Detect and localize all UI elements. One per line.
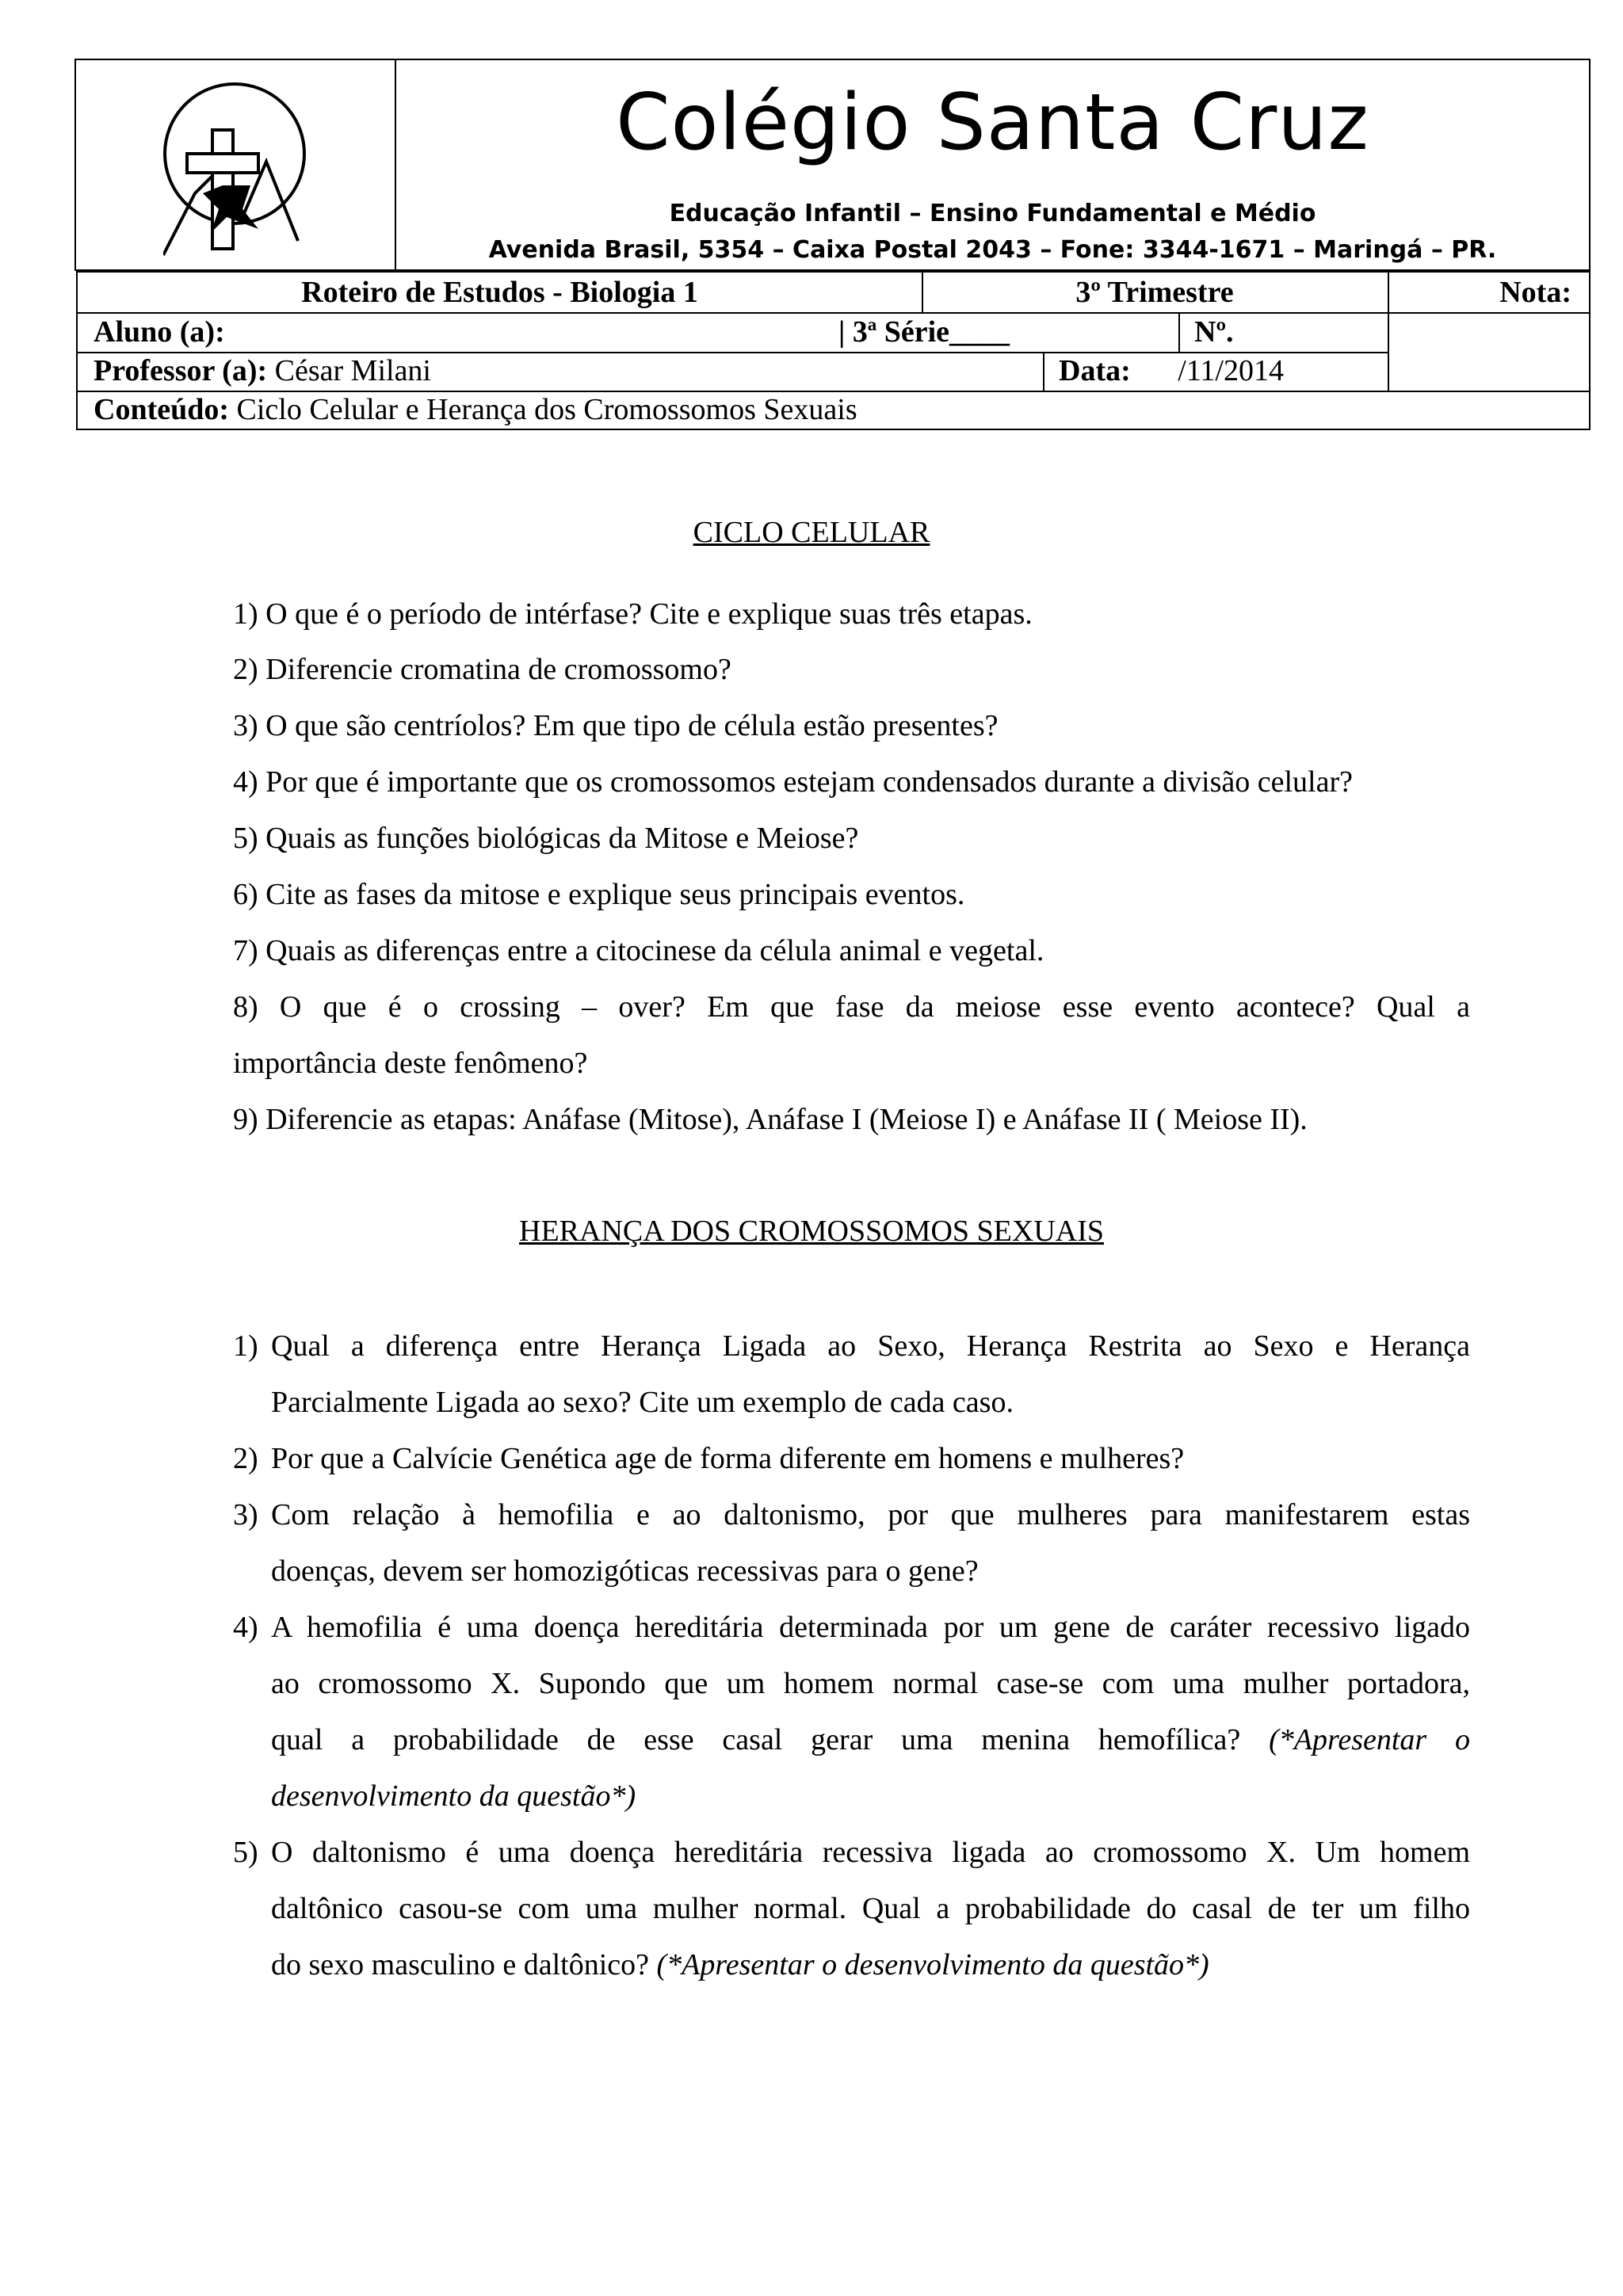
question-2-5-line-3-italic: (*Apresentar o desenvolvimento da questão*) [656,1948,1209,1981]
question-1-3: 3) O que são centríolos? Em que tipo de célula estão presentes? [233,709,999,742]
teacher-label: Professor (a): [94,354,268,387]
question-2-3-line-2: doenças, devem ser homozigóticas recessivas para o gene? [271,1554,979,1588]
question-2-4-line-3-text: qual a probabilidade de esse casal gerar uma menina hemofílica? [271,1723,1241,1756]
question-1-1: 1) O que é o período de intérfase? Cite e explique suas três etapas. [233,597,1033,631]
series-label: | 3ª Série____ [838,315,1010,349]
date-value: /11/2014 [1178,354,1284,387]
question-2-4-line-3-italic: (*Apresentar o [1269,1723,1470,1756]
cross-and-mountain-logo [163,74,306,257]
school-header [74,59,1591,271]
school-address: Avenida Brasil, 5354 – Caixa Postal 2043 – Fone: 3344-1671 – Maringá – PR. [488,236,1497,264]
question-2-3-number: 3) [233,1498,258,1531]
question-2-5-number: 5) [233,1836,258,1869]
question-2-4-line-4: desenvolvimento da questão*) [271,1779,636,1813]
question-2-4-line-3 [271,1722,1470,1758]
question-2-4-line-2: ao cromossomo X. Supondo que um homem normal case-se com uma mulher portadora, [271,1667,1470,1700]
question-2-4-line-1: A hemofilia é uma doença hereditária determinada por um gene de caráter recessivo ligado [271,1611,1470,1644]
question-1-5: 5) Quais as funções biológicas da Mitose e Meiose? [233,822,859,855]
question-2-5-line-3 [271,1947,1209,1983]
grade-label: Nota: [1499,276,1571,309]
logo-cell [76,60,396,269]
question-2-3-line-1: Com relação à hemofilia e ao daltonismo, por que mulheres para manifestarem estas [271,1498,1470,1531]
question-1-4: 4) Por que é importante que os cromossomos estejam condensados durante a divisão celular? [233,765,1353,799]
question-2-5-line-1: O daltonismo é uma doença hereditária recessiva ligada ao cromossomo X. Um homem [271,1836,1470,1869]
section-title-heranca: HERANÇA DOS CROMOSSOMOS SEXUAIS [519,1215,1104,1248]
school-subtitle: Educação Infantil – Ensino Fundamental e Médio [669,200,1316,227]
question-1-2: 2) Diferencie cromatina de cromossomo? [233,653,731,686]
trimester-label: 3º Trimestre [1075,276,1234,309]
content-label: Conteúdo: [94,393,230,426]
teacher-name: César Milani [267,354,431,387]
number-label: Nº. [1194,315,1234,349]
school-name: Colégio Santa Cruz [616,78,1369,168]
question-2-2-line-1: Por que a Calvície Genética age de forma diferente em homens e mulheres? [271,1442,1185,1475]
question-2-1-line-1: Qual a diferença entre Herança Ligada ao Sexo, Herança Restrita ao Sexo e Herança [271,1329,1470,1363]
question-2-1-number: 1) [233,1329,258,1363]
info-table [76,271,1591,430]
question-2-4-number: 4) [233,1611,258,1644]
question-2-5-line-3-text: do sexo masculino e daltônico? [271,1948,649,1981]
question-1-6: 6) Cite as fases da mitose e explique seus principais eventos. [233,878,965,911]
question-1-7: 7) Quais as diferenças entre a citocinese da célula animal e vegetal. [233,934,1044,967]
date-label: Data: [1059,354,1131,387]
study-guide-title: Roteiro de Estudos - Biologia 1 [301,276,698,309]
content-value: Ciclo Celular e Herança dos Cromossomos Sexuais [229,393,857,426]
question-2-5-line-2: daltônico casou-se com uma mulher normal. Qual a probabilidade do casal de ter um filho [271,1892,1470,1925]
question-1-8-line-1: 8) O que é o crossing – over? Em que fase da meiose esse evento acontece? Qual a [233,990,1470,1024]
question-1-9: 9) Diferencie as etapas: Anáfase (Mitose), Anáfase I (Meiose I) e Anáfase II ( Meiose II). [233,1103,1308,1136]
question-2-2-number: 2) [233,1442,258,1475]
question-1-8-line-2: importância deste fenômeno? [233,1047,588,1080]
section-title-ciclo-celular: CICLO CELULAR [693,516,930,549]
question-2-1-line-2: Parcialmente Ligada ao sexo? Cite um exemplo de cada caso. [271,1386,1014,1419]
student-label: Aluno (a): [94,315,225,349]
